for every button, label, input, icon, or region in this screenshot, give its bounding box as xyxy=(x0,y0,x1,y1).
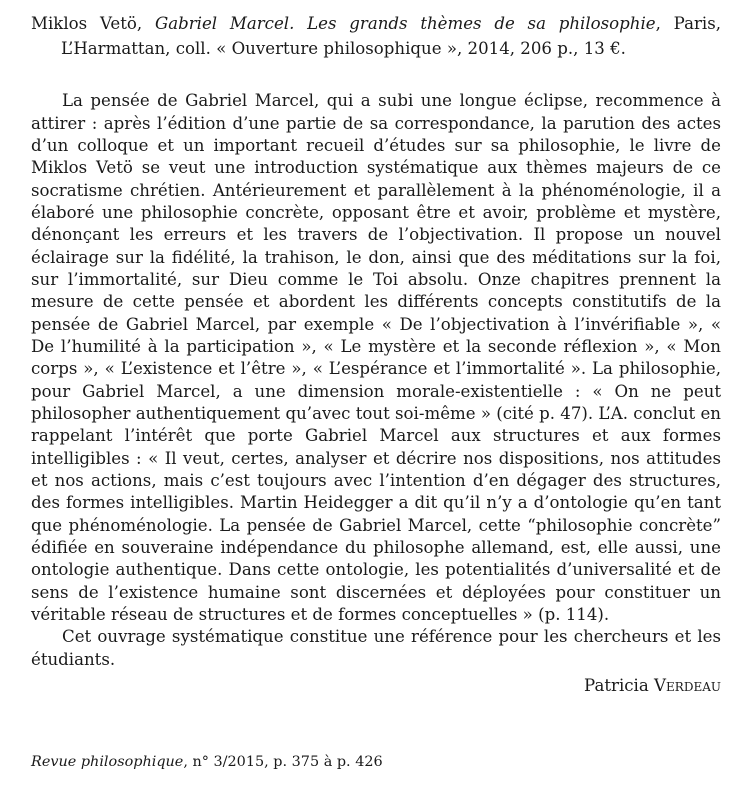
review-page xyxy=(31,12,721,697)
review-paragraph-1: La pensée de Gabriel Marcel, qui a subi une longue éclipse, recommence à attirer : après l’édition d’une partie de sa correspondance, la parution des actes d’un colloque et un important recueil d’études sur sa philosophie, le livre de Miklos Vetö se veut une introduction systématique aux thèmes majeurs de ce socratisme chrétien. Antérieurement et parallèlement à la phénoménologie, il a élaboré une philosophie concrète, opposant être et avoir, problème et mystère, dénonçant les erreurs et les travers de l’objectivation. Il propose un nouvel éclairage sur la fidélité, la trahison, le don, ainsi que des méditations sur la foi, sur l’immortalité, sur Dieu comme le Toi absolu. Onze chapitres prennent la mesure de cette pensée et abordent les différents concepts constitutifs de la pensée de Gabriel Marcel, par exemple « De l’objectivation à l’invérifiable », « De l’humilité à la participation », « Le mystère et la seconde réflexion », « Mon corps », « L’existence et l’être », « L’espérance et l’immortalité ». La philosophie, pour Gabriel Marcel, a une dimension morale-existentielle : « On ne peut philosopher authentiquement qu’avec tout soi-même » (cité p. 47). L’A. conclut en rappelant l’intérêt que porte Gabriel Marcel aux structures et aux formes intelligibles : « Il veut, certes, analyser et décrire nos dispositions, nos attitudes et nos actions, mais c’est toujours avec l’intention d’en dégager des structures, des formes intelligibles. Martin Heidegger a dit qu’il n’y a d’ontologie qu’en tant que phénoménologie. La pensée de Gabriel Marcel, cette “philosophie concrète” édifiée en souveraine indépendance du philosophe allemand, est, elle aussi, une ontologie authentique. Dans cette ontologie, les potentialités d’universalité et de sens de l’existence humaine sont discernées et déployées pour constituer un véritable réseau de structures et de formes conceptuelles » (p. 114). xyxy=(31,91,721,625)
footer-issue: , n° 3/2015, p. 375 à p. 426 xyxy=(183,754,383,770)
reference-title: Gabriel Marcel. Les grands thèmes de sa philosophie xyxy=(154,14,656,33)
journal-footer xyxy=(31,752,383,772)
review-signature xyxy=(31,675,721,697)
reference-details: , Paris, L’Harmattan, coll. « Ouverture philosophique », 2014, 206 p., 13 €. xyxy=(61,14,721,58)
signature-last-name: Verdeau xyxy=(654,676,721,696)
review-paragraph-2: Cet ouvrage systématique constitue une référence pour les chercheurs et les étudiants. xyxy=(31,627,721,669)
reference-author: Miklos Vetö, xyxy=(31,14,143,33)
book-reference xyxy=(31,12,721,61)
review-body xyxy=(31,90,721,671)
signature-first-name: Patricia xyxy=(584,676,649,696)
footer-journal-name: Revue philosophique xyxy=(31,754,184,770)
